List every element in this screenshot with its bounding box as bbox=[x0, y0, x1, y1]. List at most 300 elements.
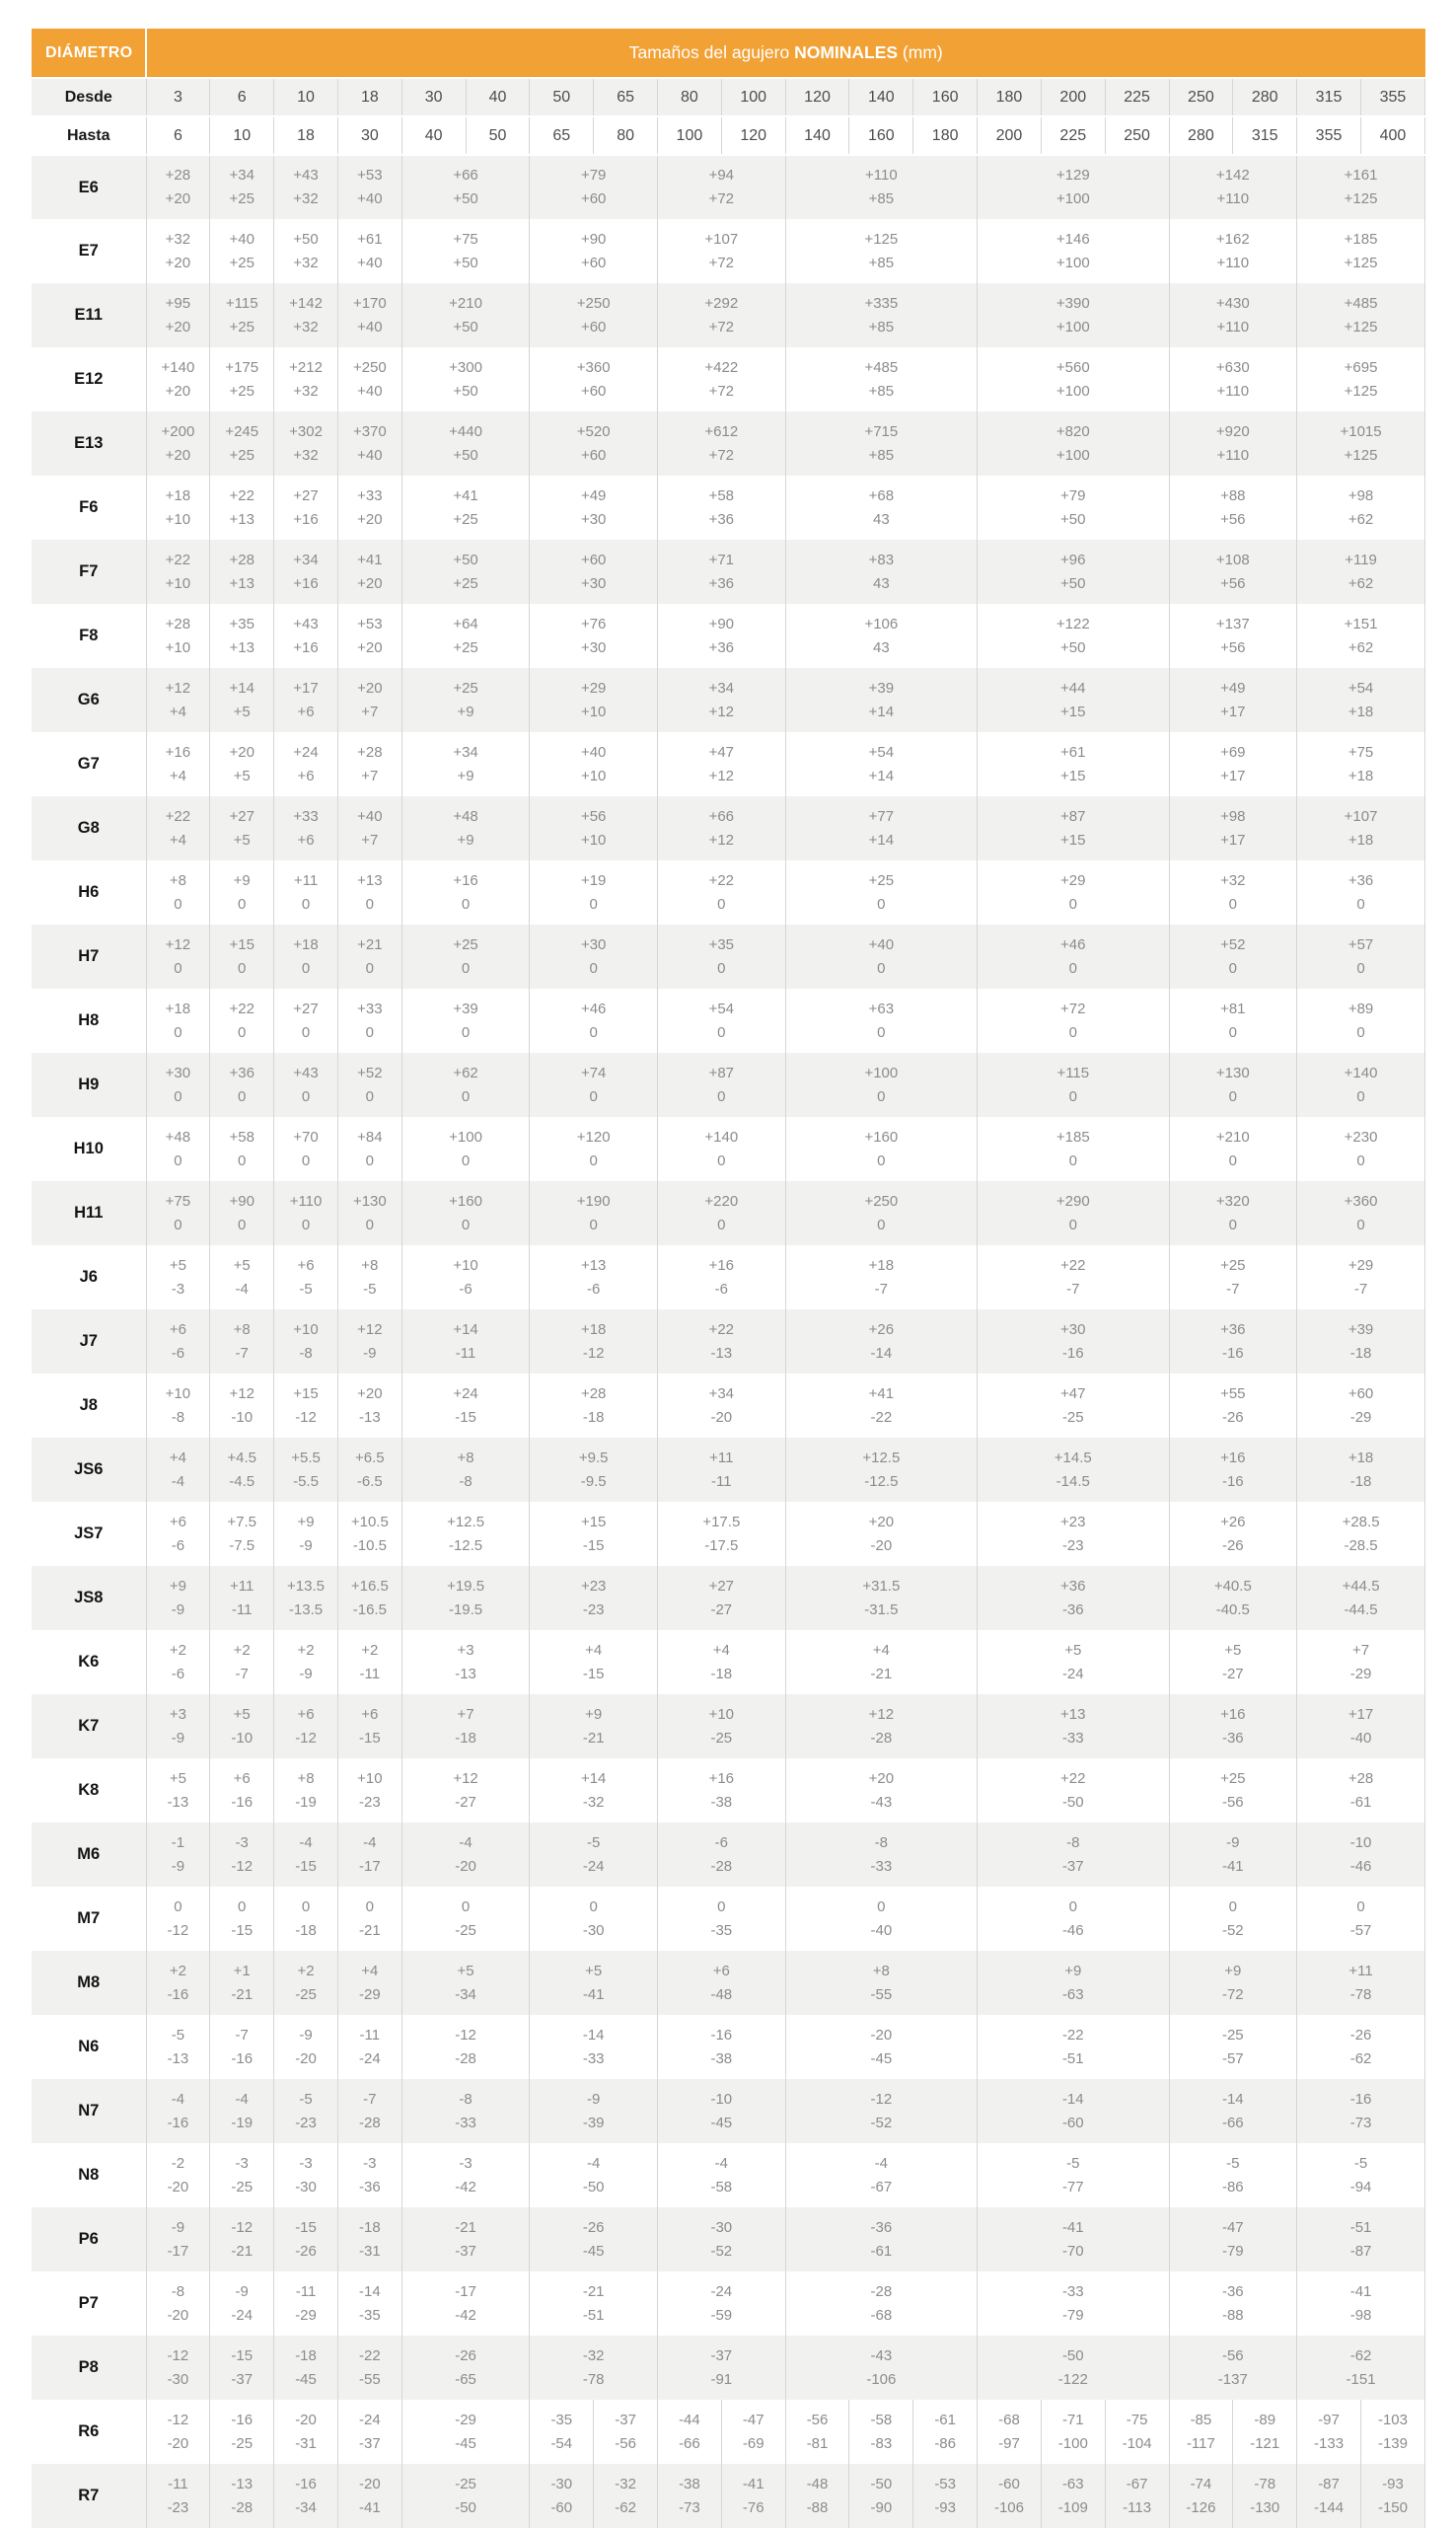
tolerance-cell bbox=[1297, 1374, 1425, 1438]
upper-deviation: +18 bbox=[868, 1256, 895, 1274]
tolerance-cell bbox=[210, 1566, 274, 1630]
upper-deviation: +6 bbox=[169, 1320, 186, 1338]
upper-deviation: +98 bbox=[1347, 486, 1374, 504]
upper-deviation: +44.5 bbox=[1342, 1577, 1380, 1595]
tolerance-cell bbox=[1169, 1309, 1297, 1374]
lower-deviation: -81 bbox=[806, 2434, 829, 2452]
lower-deviation: -18 bbox=[1349, 1472, 1372, 1490]
upper-deviation: +40 bbox=[357, 807, 383, 825]
tolerance-cell bbox=[1169, 1181, 1297, 1245]
lower-deviation: -7 bbox=[1066, 1280, 1080, 1298]
tolerance-cell bbox=[274, 1245, 338, 1309]
lower-deviation: -33 bbox=[582, 2049, 605, 2067]
upper-deviation: -25 bbox=[1221, 2026, 1244, 2044]
lower-deviation: +6 bbox=[297, 831, 315, 849]
tolerance-cell bbox=[274, 155, 338, 219]
lower-deviation: -61 bbox=[870, 2242, 893, 2260]
upper-deviation: -74 bbox=[1190, 2475, 1212, 2492]
tolerance-cell bbox=[274, 796, 338, 860]
lower-deviation: -37 bbox=[359, 2434, 381, 2452]
upper-deviation: -14 bbox=[359, 2282, 381, 2300]
tolerance-cell bbox=[530, 283, 658, 347]
tolerance-cell bbox=[658, 2143, 786, 2207]
table-row bbox=[32, 1053, 1425, 1117]
upper-deviation: +22 bbox=[229, 486, 255, 504]
lower-deviation: 0 bbox=[1228, 1216, 1237, 1233]
lower-deviation: -73 bbox=[679, 2498, 700, 2516]
lower-deviation: -12 bbox=[231, 1857, 254, 1875]
lower-deviation: -90 bbox=[870, 2498, 893, 2516]
upper-deviation: +16 bbox=[1220, 1705, 1246, 1723]
lower-deviation: 0 bbox=[301, 1216, 311, 1233]
lower-deviation: -16 bbox=[167, 1985, 189, 2003]
upper-deviation: -11 bbox=[295, 2282, 317, 2300]
upper-deviation: +28 bbox=[357, 743, 383, 761]
lower-deviation: -42 bbox=[455, 2178, 476, 2195]
tolerance-cell bbox=[978, 1309, 1169, 1374]
upper-deviation: +146 bbox=[1056, 230, 1090, 248]
lower-deviation: -35 bbox=[359, 2306, 381, 2324]
upper-deviation: -20 bbox=[870, 2026, 893, 2044]
lower-deviation: +72 bbox=[708, 446, 735, 464]
tolerance-cell bbox=[785, 2143, 977, 2207]
lower-deviation: +60 bbox=[580, 318, 607, 335]
tolerance-cell bbox=[337, 283, 401, 347]
tolerance-cell bbox=[1297, 796, 1425, 860]
lower-deviation: -98 bbox=[1349, 2306, 1372, 2324]
lower-deviation: 0 bbox=[461, 1216, 471, 1233]
tolerance-cell bbox=[401, 2400, 530, 2464]
upper-deviation: +43 bbox=[293, 167, 319, 184]
upper-deviation: +72 bbox=[1060, 1000, 1086, 1017]
table-row bbox=[32, 283, 1425, 347]
upper-deviation: +79 bbox=[580, 167, 607, 184]
lower-deviation: 0 bbox=[589, 959, 598, 977]
upper-deviation: +2 bbox=[233, 1641, 251, 1659]
tolerance-cell bbox=[658, 2400, 722, 2464]
row-label: N7 bbox=[32, 2079, 146, 2143]
upper-deviation: +16 bbox=[708, 1256, 735, 1274]
lower-deviation: -133 bbox=[1314, 2434, 1345, 2452]
row-label: N6 bbox=[32, 2015, 146, 2079]
lower-deviation: -29 bbox=[1349, 1408, 1372, 1426]
tolerance-cell bbox=[401, 155, 530, 219]
upper-deviation: +54 bbox=[708, 1000, 735, 1017]
upper-deviation: +35 bbox=[708, 935, 735, 953]
upper-deviation: -24 bbox=[710, 2282, 733, 2300]
upper-deviation: +185 bbox=[1344, 230, 1378, 248]
tolerance-cell bbox=[1233, 2464, 1297, 2528]
header-row bbox=[32, 29, 1425, 78]
lower-deviation: -28 bbox=[710, 1857, 733, 1875]
row-label: JS7 bbox=[32, 1502, 146, 1566]
upper-deviation: +81 bbox=[1220, 1000, 1246, 1017]
lower-deviation: 0 bbox=[717, 1087, 726, 1105]
lower-deviation: -15 bbox=[582, 1665, 605, 1682]
lower-deviation: +110 bbox=[1216, 446, 1250, 464]
lower-deviation: -109 bbox=[1057, 2498, 1088, 2516]
upper-deviation: -26 bbox=[455, 2346, 476, 2364]
table-row bbox=[32, 1694, 1425, 1758]
tolerance-cell bbox=[337, 411, 401, 476]
lower-deviation: +12 bbox=[708, 767, 735, 784]
tolerance-cell bbox=[274, 2207, 338, 2271]
lower-deviation: -13.5 bbox=[288, 1600, 324, 1618]
tolerance-cell bbox=[401, 476, 530, 540]
upper-deviation: +22 bbox=[165, 807, 191, 825]
upper-deviation: +12 bbox=[357, 1320, 383, 1338]
lower-deviation: 0 bbox=[589, 1087, 598, 1105]
lower-deviation: +9 bbox=[457, 831, 474, 849]
lower-deviation: -25 bbox=[1061, 1408, 1084, 1426]
lower-deviation: -6.5 bbox=[356, 1472, 383, 1490]
upper-deviation: +15 bbox=[580, 1513, 607, 1530]
tolerance-cell bbox=[530, 668, 658, 732]
tolerance-cell bbox=[146, 1502, 210, 1566]
upper-deviation: +52 bbox=[357, 1064, 383, 1081]
lower-deviation: +56 bbox=[1220, 510, 1246, 528]
tolerance-cell bbox=[210, 1181, 274, 1245]
tolerance-cell bbox=[401, 989, 530, 1053]
size-to-value: 400 bbox=[1360, 116, 1424, 155]
upper-deviation: +2 bbox=[169, 1962, 186, 1979]
tolerance-cell bbox=[1169, 1951, 1297, 2015]
tolerance-cell bbox=[530, 1117, 658, 1181]
tolerance-cell bbox=[337, 1951, 401, 2015]
tolerance-cell bbox=[1169, 155, 1297, 219]
upper-deviation: +108 bbox=[1215, 551, 1250, 568]
lower-deviation: 0 bbox=[877, 1087, 886, 1105]
tolerance-cell bbox=[210, 2207, 274, 2271]
upper-deviation: +230 bbox=[1344, 1128, 1378, 1146]
tolerance-cell bbox=[978, 2015, 1169, 2079]
tolerance-cell bbox=[658, 1181, 786, 1245]
upper-deviation: +58 bbox=[708, 486, 735, 504]
upper-deviation: +200 bbox=[161, 422, 195, 440]
lower-deviation: 0 bbox=[238, 895, 247, 913]
upper-deviation: -35 bbox=[550, 2411, 573, 2428]
table-title bbox=[146, 29, 1425, 78]
lower-deviation: -100 bbox=[1057, 2434, 1088, 2452]
upper-deviation: +2 bbox=[361, 1641, 379, 1659]
tolerance-cell bbox=[274, 1630, 338, 1694]
lower-deviation: -3 bbox=[171, 1280, 185, 1298]
upper-deviation: -10 bbox=[710, 2090, 733, 2108]
tolerance-cell bbox=[1169, 1438, 1297, 1502]
tolerance-cell bbox=[978, 989, 1169, 1053]
upper-deviation: -4 bbox=[299, 1833, 313, 1851]
upper-deviation: +43 bbox=[293, 615, 319, 632]
lower-deviation: +110 bbox=[1216, 190, 1250, 207]
upper-deviation: +29 bbox=[1347, 1256, 1374, 1274]
tolerance-cell bbox=[1169, 2400, 1233, 2464]
lower-deviation: 0 bbox=[461, 895, 471, 913]
lower-deviation: -76 bbox=[742, 2498, 764, 2516]
table-row bbox=[32, 1887, 1425, 1951]
tolerance-cell bbox=[337, 1694, 401, 1758]
upper-deviation: +9 bbox=[297, 1513, 315, 1530]
upper-deviation: +22 bbox=[165, 551, 191, 568]
lower-deviation: +110 bbox=[1216, 382, 1250, 400]
tolerance-cell bbox=[337, 2079, 401, 2143]
diameter-corner-label: DIÁMETRO bbox=[32, 29, 146, 78]
lower-deviation: +25 bbox=[229, 190, 255, 207]
lower-deviation: -106 bbox=[866, 2370, 897, 2388]
lower-deviation: +17 bbox=[1220, 767, 1246, 784]
tolerance-cell bbox=[1297, 1438, 1425, 1502]
tolerance-cell bbox=[146, 540, 210, 604]
lower-deviation: 0 bbox=[461, 959, 471, 977]
lower-deviation: 0 bbox=[877, 895, 886, 913]
upper-deviation: +26 bbox=[1220, 1513, 1246, 1530]
upper-deviation: -87 bbox=[1318, 2475, 1340, 2492]
tolerance-cell bbox=[785, 2207, 977, 2271]
tolerance-cell bbox=[978, 1117, 1169, 1181]
tolerance-cell bbox=[978, 2336, 1169, 2400]
lower-deviation: +85 bbox=[868, 254, 895, 271]
upper-deviation: 0 bbox=[238, 1897, 247, 1915]
upper-deviation: +13 bbox=[357, 871, 383, 889]
tolerance-cell bbox=[1297, 1822, 1425, 1887]
lower-deviation: +20 bbox=[165, 318, 191, 335]
lower-deviation: 0 bbox=[174, 959, 182, 977]
size-from-value: 280 bbox=[1233, 78, 1297, 116]
upper-deviation: +16 bbox=[708, 1769, 735, 1787]
lower-deviation: +40 bbox=[357, 318, 383, 335]
tolerance-cell bbox=[658, 2015, 786, 2079]
upper-deviation: +95 bbox=[165, 294, 191, 312]
upper-deviation: +360 bbox=[576, 358, 611, 376]
upper-deviation: +140 bbox=[161, 358, 195, 376]
tolerance-cell bbox=[1297, 2207, 1425, 2271]
upper-deviation: -18 bbox=[359, 2218, 381, 2236]
upper-deviation: +6 bbox=[297, 1256, 315, 1274]
upper-deviation: +28 bbox=[1347, 1769, 1374, 1787]
tolerance-cell bbox=[146, 2207, 210, 2271]
upper-deviation: +40 bbox=[229, 230, 255, 248]
tolerance-cell bbox=[658, 1438, 786, 1502]
tolerance-cell bbox=[785, 2464, 849, 2528]
upper-deviation: +220 bbox=[704, 1192, 739, 1210]
lower-deviation: -63 bbox=[1061, 1985, 1084, 2003]
upper-deviation: +10 bbox=[357, 1769, 383, 1787]
table-row bbox=[32, 2143, 1425, 2207]
upper-deviation: +302 bbox=[289, 422, 323, 440]
tolerance-cell bbox=[658, 989, 786, 1053]
tolerance-cell bbox=[1297, 1566, 1425, 1630]
upper-deviation: +185 bbox=[1056, 1128, 1090, 1146]
lower-deviation: -12.5 bbox=[864, 1472, 899, 1490]
upper-deviation: -4 bbox=[171, 2090, 185, 2108]
upper-deviation: -11 bbox=[359, 2026, 381, 2044]
upper-deviation: +34 bbox=[293, 551, 319, 568]
row-label: H7 bbox=[32, 925, 146, 989]
tolerance-cell bbox=[530, 2015, 658, 2079]
upper-deviation: +18 bbox=[293, 935, 319, 953]
upper-deviation: +4 bbox=[872, 1641, 890, 1659]
lower-deviation: -12 bbox=[295, 1408, 317, 1426]
row-label: R7 bbox=[32, 2464, 146, 2528]
tolerance-cell bbox=[146, 1117, 210, 1181]
size-from-value: 18 bbox=[337, 78, 401, 116]
lower-deviation: +20 bbox=[357, 638, 383, 656]
tolerance-cell bbox=[1169, 796, 1297, 860]
tolerance-cell bbox=[978, 476, 1169, 540]
lower-deviation: +125 bbox=[1344, 254, 1378, 271]
lower-deviation: -4.5 bbox=[229, 1472, 255, 1490]
lower-deviation: -73 bbox=[1349, 2114, 1372, 2131]
lower-deviation: -21 bbox=[870, 1665, 893, 1682]
tolerance-cell bbox=[274, 2400, 338, 2464]
tolerance-cell bbox=[530, 2464, 594, 2528]
table-row bbox=[32, 668, 1425, 732]
tolerance-cell bbox=[210, 732, 274, 796]
row-label: E13 bbox=[32, 411, 146, 476]
table-header bbox=[32, 29, 1425, 155]
upper-deviation: 0 bbox=[1068, 1897, 1077, 1915]
lower-deviation: -12 bbox=[295, 1729, 317, 1747]
row-label: JS8 bbox=[32, 1566, 146, 1630]
lower-deviation: -97 bbox=[998, 2434, 1020, 2452]
upper-deviation: +210 bbox=[1215, 1128, 1250, 1146]
table-row bbox=[32, 540, 1425, 604]
tolerance-cell bbox=[401, 1630, 530, 1694]
upper-deviation: +142 bbox=[1215, 167, 1250, 184]
upper-deviation: -68 bbox=[998, 2411, 1020, 2428]
tolerance-cell bbox=[146, 925, 210, 989]
upper-deviation: +50 bbox=[453, 551, 478, 568]
table-row bbox=[32, 860, 1425, 925]
upper-deviation: +53 bbox=[357, 615, 383, 632]
lower-deviation: -41 bbox=[582, 1985, 605, 2003]
tolerance-cell bbox=[1169, 2015, 1297, 2079]
upper-deviation: +35 bbox=[229, 615, 255, 632]
table-row bbox=[32, 1758, 1425, 1822]
tolerance-cell bbox=[274, 668, 338, 732]
upper-deviation: 0 bbox=[717, 1897, 726, 1915]
tolerance-cell bbox=[146, 1630, 210, 1694]
upper-deviation: +6 bbox=[169, 1513, 186, 1530]
lower-deviation: 0 bbox=[365, 959, 375, 977]
tolerance-cell bbox=[210, 1374, 274, 1438]
upper-deviation: +29 bbox=[1060, 871, 1086, 889]
upper-deviation: +695 bbox=[1344, 358, 1378, 376]
upper-deviation: -6 bbox=[714, 1833, 728, 1851]
tolerance-cell bbox=[1169, 925, 1297, 989]
tolerance-cell bbox=[274, 2143, 338, 2207]
upper-deviation: +13 bbox=[1060, 1705, 1086, 1723]
row-label: G8 bbox=[32, 796, 146, 860]
tolerance-cell bbox=[978, 860, 1169, 925]
tolerance-cell bbox=[978, 2143, 1169, 2207]
size-to-value: 160 bbox=[849, 116, 913, 155]
lower-deviation: -10.5 bbox=[352, 1536, 387, 1554]
row-label: F6 bbox=[32, 476, 146, 540]
lower-deviation: -40.5 bbox=[1215, 1600, 1250, 1618]
upper-deviation: +5 bbox=[585, 1962, 603, 1979]
upper-deviation: +13.5 bbox=[287, 1577, 326, 1595]
upper-deviation: +23 bbox=[1060, 1513, 1086, 1530]
upper-deviation: +440 bbox=[449, 422, 482, 440]
lower-deviation: -24 bbox=[582, 1857, 605, 1875]
tolerance-cell bbox=[849, 2400, 913, 2464]
upper-deviation: +12 bbox=[868, 1705, 895, 1723]
tolerance-cell bbox=[978, 1053, 1169, 1117]
tolerance-cell bbox=[913, 2400, 978, 2464]
tolerance-cell bbox=[401, 2464, 530, 2528]
tolerance-cell bbox=[337, 1245, 401, 1309]
tolerance-cell bbox=[337, 796, 401, 860]
lower-deviation: -10 bbox=[231, 1408, 254, 1426]
upper-deviation: +25 bbox=[1220, 1769, 1246, 1787]
lower-deviation: -15 bbox=[359, 1729, 381, 1747]
tolerance-cell bbox=[785, 1630, 977, 1694]
lower-deviation: 0 bbox=[1068, 895, 1077, 913]
lower-deviation: -29 bbox=[295, 2306, 317, 2324]
lower-deviation: -58 bbox=[710, 2178, 733, 2195]
tolerance-cell bbox=[978, 2271, 1169, 2336]
tolerance-cell bbox=[978, 1822, 1169, 1887]
tolerance-cell bbox=[530, 2143, 658, 2207]
tolerance-cell bbox=[530, 2400, 594, 2464]
lower-deviation: +50 bbox=[1060, 510, 1086, 528]
lower-deviation: -24 bbox=[359, 2049, 381, 2067]
upper-deviation: -3 bbox=[235, 1833, 249, 1851]
upper-deviation: -14 bbox=[582, 2026, 605, 2044]
lower-deviation: +15 bbox=[1060, 767, 1086, 784]
tolerance-cell bbox=[146, 1566, 210, 1630]
upper-deviation: +100 bbox=[864, 1064, 899, 1081]
lower-deviation: +40 bbox=[357, 382, 383, 400]
tolerance-cell bbox=[530, 925, 658, 989]
tolerance-cell bbox=[146, 411, 210, 476]
lower-deviation: -30 bbox=[295, 2178, 317, 2195]
lower-deviation: +4 bbox=[169, 703, 186, 720]
tolerance-cell bbox=[1041, 2464, 1105, 2528]
tolerance-cell bbox=[146, 2143, 210, 2207]
lower-deviation: 0 bbox=[174, 1023, 182, 1041]
lower-deviation: 0 bbox=[717, 1152, 726, 1169]
upper-deviation: -62 bbox=[1349, 2346, 1372, 2364]
upper-deviation: +75 bbox=[165, 1192, 191, 1210]
upper-deviation: +292 bbox=[704, 294, 739, 312]
tolerance-cell bbox=[210, 925, 274, 989]
tolerance-cell bbox=[210, 1822, 274, 1887]
upper-deviation: +84 bbox=[357, 1128, 383, 1146]
upper-deviation: -32 bbox=[615, 2475, 636, 2492]
upper-deviation: +36 bbox=[229, 1064, 255, 1081]
lower-deviation: -51 bbox=[1061, 2049, 1084, 2067]
upper-deviation: -7 bbox=[235, 2026, 249, 2044]
upper-deviation: -103 bbox=[1377, 2411, 1408, 2428]
tolerance-cell bbox=[1297, 1630, 1425, 1694]
lower-deviation: -86 bbox=[934, 2434, 956, 2452]
tolerance-cell bbox=[1169, 2336, 1297, 2400]
upper-deviation: +151 bbox=[1344, 615, 1378, 632]
tolerance-cell bbox=[978, 540, 1169, 604]
tolerance-cell bbox=[658, 1887, 786, 1951]
upper-deviation: +107 bbox=[1344, 807, 1378, 825]
lower-deviation: +13 bbox=[229, 638, 255, 656]
tolerance-cell bbox=[1297, 1887, 1425, 1951]
upper-deviation: +61 bbox=[357, 230, 383, 248]
lower-deviation: -23 bbox=[1061, 1536, 1084, 1554]
tolerance-cell bbox=[785, 989, 977, 1053]
tolerance-cell bbox=[146, 1694, 210, 1758]
upper-deviation: +360 bbox=[1344, 1192, 1378, 1210]
upper-deviation: +36 bbox=[1060, 1577, 1086, 1595]
tolerance-cell bbox=[1169, 2464, 1233, 2528]
